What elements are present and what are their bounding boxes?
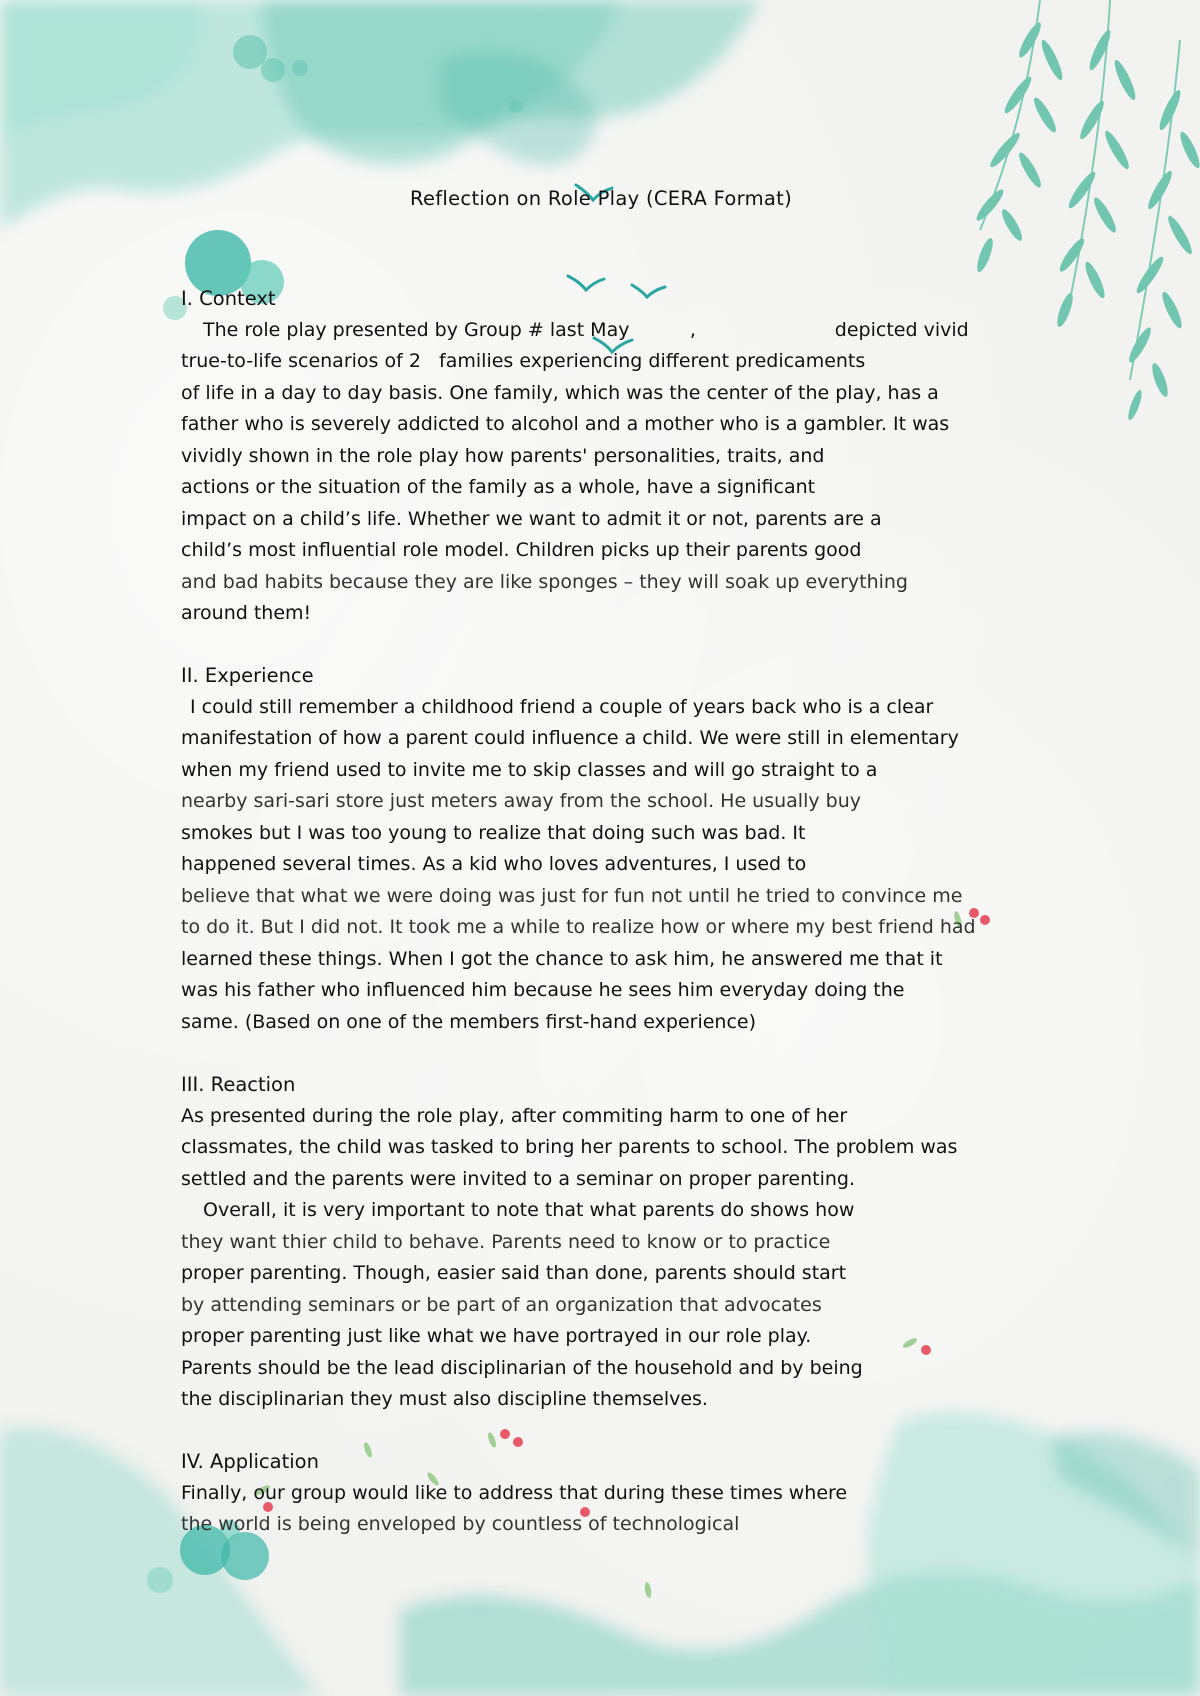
paragraph-line: of life in a day to day basis. One family, which was the center of the play, has a	[181, 381, 939, 404]
paragraph-line: actions or the situation of the family as a whole, have a significant	[181, 476, 816, 498]
paragraph-line: true-to-life scenarios of 2 families experiencing different predicaments	[181, 350, 866, 372]
section-context	[181, 283, 1061, 630]
paragraph-line: nearby sari-sari store just meters away from the school. He usually buy	[181, 790, 861, 812]
paragraph-line: I could still remember a childhood friend a couple of years back who is a clear	[190, 695, 934, 718]
section-experience	[181, 660, 1061, 1038]
section-heading: IV. Application	[181, 1450, 319, 1473]
paragraph-line: was his father who influenced him because he sees him everyday doing the	[181, 979, 905, 1001]
paragraph-line: when my friend used to invite me to skip classes and will go straight to a	[181, 758, 878, 781]
section-heading: III. Reaction	[181, 1073, 296, 1096]
paragraph-line: Finally, our group would like to address that during these times where	[181, 1481, 848, 1504]
paragraph-line: believe that what we were doing was just for fun not until he tried to convince me	[181, 884, 963, 907]
paragraph-line: the world is being enveloped by countless of technological	[181, 1513, 740, 1535]
paragraph-line: As presented during the role play, after commiting harm to one of her	[181, 1104, 848, 1127]
document-title: Reflection on Role Play (CERA Format)	[409, 187, 793, 210]
paragraph-line: same. (Based on one of the members first-hand experience)	[181, 1010, 757, 1033]
paragraph-line: they want thier child to behave. Parents need to know or to practice	[181, 1230, 831, 1253]
paragraph-line: smokes but I was too young to realize that doing such was bad. It	[181, 821, 806, 844]
paragraph-line: and bad habits because they are like sponges – they will soak up everything	[181, 570, 908, 593]
paragraph-line: proper parenting just like what we have portrayed in our role play.	[181, 1325, 812, 1347]
paragraph-line: learned these things. When I got the chance to ask him, he answered me that it	[181, 947, 943, 970]
paragraph-line: Parents should be the lead disciplinarian of the household and by being	[181, 1356, 863, 1379]
section-reaction	[181, 1069, 1061, 1416]
paragraph-line: happened several times. As a kid who loves adventures, I used to	[181, 853, 807, 875]
paragraph-line: classmates, the child was tasked to bring her parents to school. The problem was	[181, 1136, 958, 1158]
paragraph-line: proper parenting. Though, easier said than done, parents should start	[181, 1262, 847, 1284]
section-application	[181, 1446, 1061, 1541]
paragraph-line: child’s most influential role model. Children picks up their parents good	[181, 539, 862, 561]
section-heading: I. Context	[181, 287, 276, 310]
paragraph-line: to do it. But I did not. It took me a while to realize how or where my best friend had	[181, 916, 976, 938]
section-heading: II. Experience	[181, 664, 314, 687]
paragraph-line: vividly shown in the role play how parents' personalities, traits, and	[181, 444, 825, 467]
paragraph-line: impact on a child’s life. Whether we want to admit it or not, parents are a	[181, 507, 882, 530]
paragraph-line: around them!	[181, 602, 312, 624]
paragraph-line: manifestation of how a parent could influence a child. We were still in elementary	[181, 727, 959, 749]
paragraph-line: father who is severely addicted to alcohol and a mother who is a gambler. It was	[181, 413, 950, 435]
paragraph-line: the disciplinarian they must also discipline themselves.	[181, 1388, 708, 1410]
paragraph-line: settled and the parents were invited to a seminar on proper parenting.	[181, 1167, 856, 1190]
paragraph-line: by attending seminars or be part of an organization that advocates	[181, 1293, 822, 1316]
paragraph-line: Overall, it is very important to note that what parents do shows how	[203, 1199, 855, 1221]
paragraph-line: The role play presented by Group # last May , depicted vivid	[203, 318, 969, 341]
